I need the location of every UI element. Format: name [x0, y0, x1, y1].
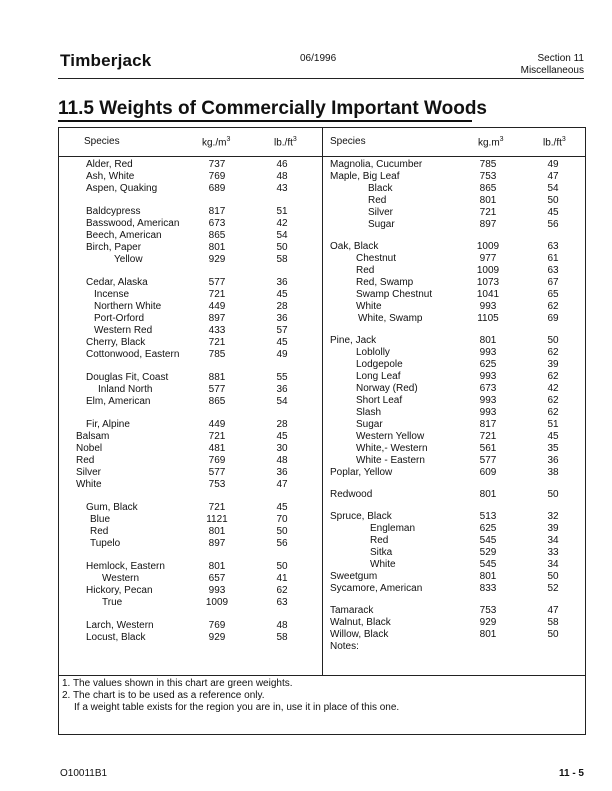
- species-name: Silver: [368, 207, 394, 218]
- species-name: Short Leaf: [356, 395, 403, 406]
- species-name: Fir, Alpine: [86, 419, 130, 430]
- weight-lb-ft3: 49: [547, 159, 559, 170]
- weight-lb-ft3: 62: [547, 407, 559, 418]
- species-name: Red: [90, 526, 109, 537]
- weight-kg-m3: 1009: [205, 597, 229, 608]
- weight-kg-m3: 753: [479, 605, 497, 616]
- weight-kg-m3: 721: [208, 502, 226, 513]
- weight-lb-ft3: 63: [547, 241, 559, 252]
- col-header-kg-right: $kg.m^3$: [478, 136, 504, 149]
- weight-kg-m3: 449: [208, 419, 226, 430]
- weight-lb-ft3: 62: [547, 347, 559, 358]
- weight-kg-m3: 545: [479, 535, 497, 546]
- weight-kg-m3: 993: [479, 371, 497, 382]
- species-name: Slash: [356, 407, 382, 418]
- species-name: Redwood: [330, 489, 373, 500]
- species-name: Western: [102, 573, 140, 584]
- species-name: Sugar: [356, 419, 383, 430]
- weight-lb-ft3: 58: [276, 632, 288, 643]
- weight-lb-ft3: 28: [276, 419, 288, 430]
- species-name: Western Yellow: [356, 431, 425, 442]
- species-name: Yellow: [114, 254, 143, 265]
- species-name: Incense: [94, 289, 130, 300]
- weight-lb-ft3: 62: [276, 585, 288, 596]
- weight-lb-ft3: 32: [547, 511, 559, 522]
- weight-lb-ft3: 38: [547, 467, 559, 478]
- weight-lb-ft3: 45: [276, 337, 288, 348]
- species-name: White: [370, 559, 396, 570]
- weight-lb-ft3: 48: [276, 620, 288, 631]
- species-name: Magnolia, Cucumber: [330, 159, 423, 170]
- weight-kg-m3: 721: [208, 289, 226, 300]
- weight-lb-ft3: 54: [547, 183, 559, 194]
- weight-lb-ft3: 69: [547, 313, 559, 324]
- col-header-lb-left: $lb./ft^3$: [274, 136, 297, 149]
- species-name: Locust, Black: [86, 632, 146, 643]
- weight-lb-ft3: 50: [547, 489, 559, 500]
- species-name: Black: [368, 183, 393, 194]
- col-header-species-left: Species: [84, 136, 120, 147]
- weight-kg-m3: 577: [208, 467, 226, 478]
- species-name: Hemlock, Eastern: [86, 561, 165, 572]
- species-name: Cottonwood, Eastern: [86, 349, 180, 360]
- weight-kg-m3: 929: [208, 254, 226, 265]
- col-header-lb-right: $lb./ft^3$: [543, 136, 566, 149]
- species-name: Western Red: [94, 325, 153, 336]
- weight-lb-ft3: 50: [547, 195, 559, 206]
- species-name: Sycamore, American: [330, 583, 423, 594]
- species-name: Red: [76, 455, 95, 466]
- species-name: Tamarack: [330, 605, 374, 616]
- species-name: Beech, American: [86, 230, 162, 241]
- species-name: Hickory, Pecan: [86, 585, 153, 596]
- species-name: Alder, Red: [86, 159, 133, 170]
- weight-kg-m3: 929: [208, 632, 226, 643]
- weight-lb-ft3: 55: [276, 372, 288, 383]
- weight-lb-ft3: 36: [276, 313, 288, 324]
- weight-lb-ft3: 39: [547, 523, 559, 534]
- weight-lb-ft3: 50: [547, 629, 559, 640]
- column-divider: [322, 127, 323, 675]
- weight-lb-ft3: 52: [547, 583, 559, 594]
- species-name: Sweetgum: [330, 571, 378, 582]
- header-divider: [58, 156, 586, 157]
- species-name: Oak, Black: [330, 241, 379, 252]
- weight-lb-ft3: 43: [276, 183, 288, 194]
- weight-lb-ft3: 54: [276, 230, 288, 241]
- page-number: 11 - 5: [558, 768, 584, 779]
- document-date: 06/1996: [300, 53, 337, 64]
- weight-kg-m3: 753: [479, 171, 497, 182]
- weight-kg-m3: 817: [208, 206, 226, 217]
- weight-kg-m3: 561: [479, 443, 497, 454]
- species-name: Notes:: [330, 641, 359, 652]
- weight-lb-ft3: 70: [276, 514, 288, 525]
- species-name: White,- Western: [356, 443, 428, 454]
- species-name: White, Swamp: [358, 313, 423, 324]
- weight-kg-m3: 721: [208, 431, 226, 442]
- weight-kg-m3: 1073: [476, 277, 500, 288]
- species-name: Sugar: [368, 219, 395, 230]
- weight-kg-m3: 1121: [206, 514, 228, 525]
- species-name: Birch, Paper: [86, 242, 142, 253]
- species-name: White: [356, 301, 382, 312]
- weight-lb-ft3: 50: [276, 242, 288, 253]
- weight-kg-m3: 801: [479, 571, 497, 582]
- species-name: Engleman: [370, 523, 416, 534]
- weight-kg-m3: 609: [479, 467, 497, 478]
- weight-kg-m3: 801: [479, 195, 497, 206]
- weight-kg-m3: 897: [479, 219, 497, 230]
- weight-lb-ft3: 67: [547, 277, 559, 288]
- weight-kg-m3: 929: [479, 617, 497, 628]
- weight-lb-ft3: 36: [276, 467, 288, 478]
- weight-kg-m3: 865: [479, 183, 497, 194]
- species-name: Port-Orford: [94, 313, 145, 324]
- weight-lb-ft3: 51: [276, 206, 288, 217]
- weight-kg-m3: 625: [479, 359, 497, 370]
- weight-lb-ft3: 49: [276, 349, 288, 360]
- section-number: Section 11: [537, 53, 584, 64]
- weight-kg-m3: 449: [208, 301, 226, 312]
- species-name: Willow, Black: [330, 629, 389, 640]
- weight-kg-m3: 529: [479, 547, 497, 558]
- species-name: Red: [356, 265, 375, 276]
- weight-lb-ft3: 30: [276, 443, 288, 454]
- species-name: Red: [368, 195, 387, 206]
- species-name: Aspen, Quaking: [86, 183, 158, 194]
- document-id: O10011B1: [60, 768, 108, 779]
- species-name: Chestnut: [356, 253, 397, 264]
- weight-lb-ft3: 50: [547, 571, 559, 582]
- weight-kg-m3: 721: [208, 337, 226, 348]
- weight-kg-m3: 801: [479, 335, 497, 346]
- weight-lb-ft3: 57: [276, 325, 288, 336]
- weight-kg-m3: 881: [208, 372, 226, 383]
- brand-logo-text: Timberjack: [60, 51, 152, 70]
- weight-kg-m3: 801: [208, 242, 226, 253]
- species-name: Gum, Black: [86, 502, 138, 513]
- weight-kg-m3: 721: [479, 207, 497, 218]
- weight-lb-ft3: 63: [276, 597, 288, 608]
- species-name: White: [76, 479, 102, 490]
- weight-lb-ft3: 46: [276, 159, 288, 170]
- col-header-kg-left: $kg./m^3$: [202, 136, 231, 149]
- species-name: Silver: [76, 467, 102, 478]
- weight-kg-m3: 993: [208, 585, 226, 596]
- weight-kg-m3: 1105: [477, 313, 499, 324]
- weight-kg-m3: 865: [208, 230, 226, 241]
- weight-lb-ft3: 28: [276, 301, 288, 312]
- species-name: Elm, American: [86, 396, 151, 407]
- weight-lb-ft3: 45: [276, 289, 288, 300]
- section-name: Miscellaneous: [520, 65, 584, 76]
- species-name: True: [102, 597, 123, 608]
- weight-lb-ft3: 63: [547, 265, 559, 276]
- weight-kg-m3: 801: [208, 561, 226, 572]
- weight-kg-m3: 577: [208, 277, 226, 288]
- weight-kg-m3: 801: [479, 489, 497, 500]
- species-name: Inland North: [98, 384, 153, 395]
- weight-kg-m3: 721: [479, 431, 497, 442]
- weight-kg-m3: 785: [479, 159, 497, 170]
- weight-kg-m3: 993: [479, 407, 497, 418]
- weight-lb-ft3: 47: [547, 605, 559, 616]
- weight-kg-m3: 673: [479, 383, 497, 394]
- page-title: 11.5 Weights of Commercially Important Woods: [58, 98, 487, 119]
- species-name: Norway (Red): [356, 383, 418, 394]
- weight-kg-m3: 657: [208, 573, 226, 584]
- weight-kg-m3: 865: [208, 396, 226, 407]
- weight-lb-ft3: 45: [547, 207, 559, 218]
- weight-kg-m3: 673: [208, 218, 226, 229]
- weight-kg-m3: 769: [208, 455, 226, 466]
- weight-lb-ft3: 65: [547, 289, 559, 300]
- note-3: If a weight table exists for the region you are in, use it in place of this one.: [74, 702, 400, 713]
- weight-lb-ft3: 34: [547, 559, 559, 570]
- weight-kg-m3: 801: [208, 526, 226, 537]
- weight-kg-m3: 1009: [476, 241, 500, 252]
- species-name: Pine, Jack: [330, 335, 377, 346]
- species-name: Spruce, Black: [330, 511, 392, 522]
- species-name: Balsam: [76, 431, 110, 442]
- weight-kg-m3: 993: [479, 301, 497, 312]
- weight-kg-m3: 1041: [476, 289, 500, 300]
- weight-kg-m3: 689: [208, 183, 226, 194]
- weight-lb-ft3: 58: [547, 617, 559, 628]
- weight-lb-ft3: 48: [276, 171, 288, 182]
- weight-kg-m3: 897: [208, 313, 226, 324]
- weight-kg-m3: 577: [479, 455, 497, 466]
- weight-lb-ft3: 41: [276, 573, 288, 584]
- species-name: Baldcypress: [86, 206, 141, 217]
- species-name: Cedar, Alaska: [86, 277, 148, 288]
- weight-lb-ft3: 42: [547, 383, 559, 394]
- species-name: Cherry, Black: [86, 337, 146, 348]
- species-name: Red: [370, 535, 389, 546]
- weight-lb-ft3: 47: [547, 171, 559, 182]
- weight-lb-ft3: 39: [547, 359, 559, 370]
- notes-divider: [58, 675, 586, 676]
- species-name: Basswood, American: [86, 218, 180, 229]
- weight-lb-ft3: 62: [547, 395, 559, 406]
- species-name: Larch, Western: [86, 620, 154, 631]
- species-name: White - Eastern: [356, 455, 425, 466]
- note-1: 1. The values shown in this chart are green weights.: [62, 678, 293, 689]
- species-name: Tupelo: [90, 538, 121, 549]
- species-name: Walnut, Black: [330, 617, 391, 628]
- weight-lb-ft3: 42: [276, 218, 288, 229]
- weight-kg-m3: 785: [208, 349, 226, 360]
- weight-lb-ft3: 36: [276, 384, 288, 395]
- weight-lb-ft3: 33: [547, 547, 559, 558]
- weight-kg-m3: 1009: [476, 265, 500, 276]
- weight-lb-ft3: 54: [276, 396, 288, 407]
- weight-kg-m3: 625: [479, 523, 497, 534]
- title-underline: [58, 120, 472, 122]
- weight-lb-ft3: 62: [547, 371, 559, 382]
- species-name: Ash, White: [86, 171, 135, 182]
- species-name: Poplar, Yellow: [330, 467, 393, 478]
- weight-kg-m3: 753: [208, 479, 226, 490]
- weight-lb-ft3: 51: [547, 419, 559, 430]
- weight-kg-m3: 769: [208, 620, 226, 631]
- col-header-species-right: Species: [330, 136, 366, 147]
- species-name: Northern White: [94, 301, 162, 312]
- weight-kg-m3: 817: [479, 419, 497, 430]
- note-2: 2. The chart is to be used as a reference only.: [62, 690, 265, 701]
- header-rule: [58, 78, 584, 79]
- weight-lb-ft3: 56: [276, 538, 288, 549]
- species-name: Nobel: [76, 443, 103, 454]
- species-name: Douglas Fit, Coast: [86, 372, 169, 383]
- weight-lb-ft3: 56: [547, 219, 559, 230]
- weight-lb-ft3: 50: [547, 335, 559, 346]
- weight-kg-m3: 993: [479, 347, 497, 358]
- weight-lb-ft3: 36: [276, 277, 288, 288]
- species-name: Blue: [90, 514, 111, 525]
- weight-lb-ft3: 58: [276, 254, 288, 265]
- weight-kg-m3: 513: [479, 511, 497, 522]
- species-name: Loblolly: [356, 347, 390, 358]
- weight-lb-ft3: 45: [276, 431, 288, 442]
- weight-kg-m3: 545: [479, 559, 497, 570]
- weight-kg-m3: 897: [208, 538, 226, 549]
- species-name: Sitka: [370, 547, 393, 558]
- weight-kg-m3: 833: [479, 583, 497, 594]
- weight-lb-ft3: 34: [547, 535, 559, 546]
- weight-kg-m3: 769: [208, 171, 226, 182]
- species-name: Red, Swamp: [356, 277, 414, 288]
- weight-kg-m3: 737: [208, 159, 226, 170]
- weight-kg-m3: 801: [479, 629, 497, 640]
- weight-lb-ft3: 62: [547, 301, 559, 312]
- weight-kg-m3: 481: [208, 443, 226, 454]
- weight-lb-ft3: 36: [547, 455, 559, 466]
- weight-lb-ft3: 48: [276, 455, 288, 466]
- weight-kg-m3: 993: [479, 395, 497, 406]
- weight-lb-ft3: 35: [547, 443, 559, 454]
- weight-kg-m3: 577: [208, 384, 226, 395]
- weight-kg-m3: 433: [208, 325, 226, 336]
- weight-lb-ft3: 50: [276, 526, 288, 537]
- species-name: Lodgepole: [356, 359, 403, 370]
- species-name: Long Leaf: [356, 371, 401, 382]
- species-name: Maple, Big Leaf: [330, 171, 400, 182]
- weight-lb-ft3: 45: [276, 502, 288, 513]
- weight-lb-ft3: 50: [276, 561, 288, 572]
- weight-lb-ft3: 47: [276, 479, 288, 490]
- weight-kg-m3: 977: [479, 253, 497, 264]
- weight-lb-ft3: 61: [547, 253, 559, 264]
- weight-lb-ft3: 45: [547, 431, 559, 442]
- species-name: Swamp Chestnut: [356, 289, 433, 300]
